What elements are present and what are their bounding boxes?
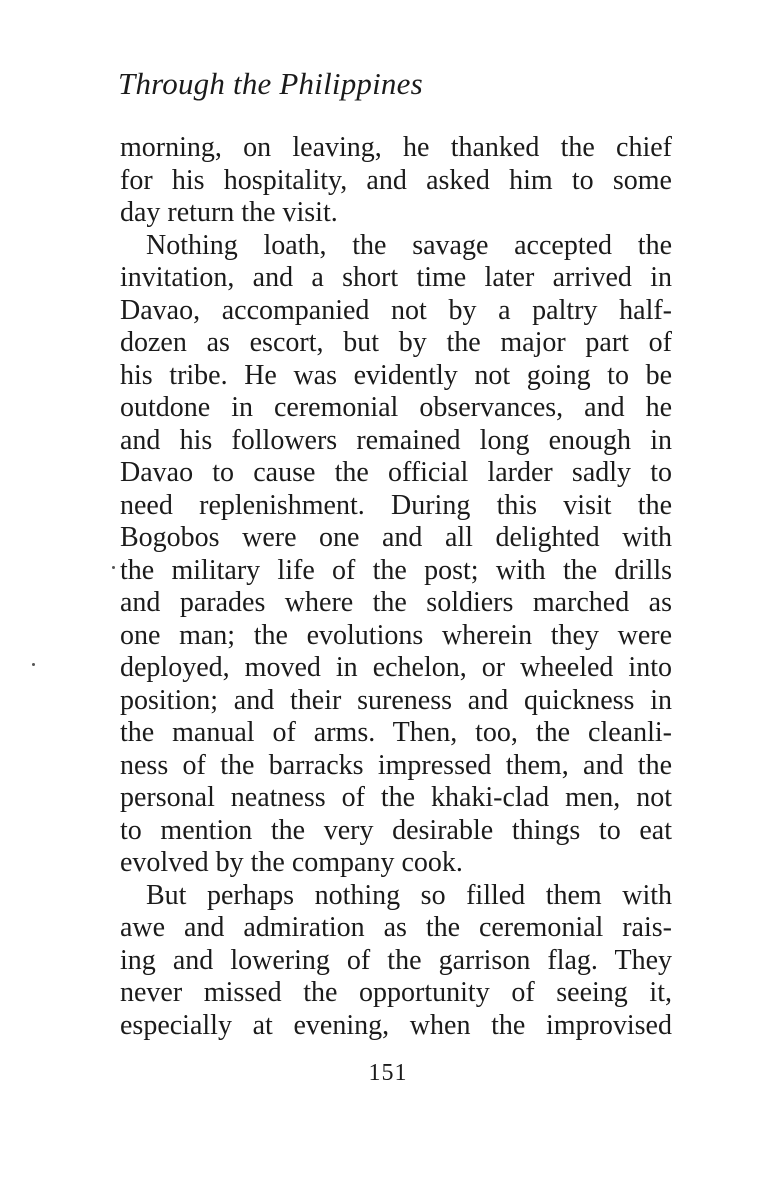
text-line: position; and their sureness and quickness in: [120, 684, 672, 716]
text-line: and parades where the soldiers marched as: [120, 587, 672, 618]
text-line: the military life of the post; with the drills: [120, 554, 672, 586]
text-line: ing and lowering of the garrison flag. They: [120, 944, 672, 976]
text-line: for his hospitality, and asked him to some: [120, 164, 672, 196]
text-line: outdone in ceremonial observances, and he: [120, 392, 672, 423]
text-line: never missed the opportunity of seeing it,: [120, 977, 672, 1008]
text-line: need replenishment. During this visit the: [120, 489, 672, 521]
text-line: day return the visit.: [120, 197, 338, 228]
text-line: deployed, moved in echelon, or wheeled into: [120, 652, 672, 683]
running-head: Through the Philippines: [118, 66, 423, 101]
text-line: Davao to cause the official larder sadly to: [120, 457, 672, 488]
text-line: morning, on leaving, he thanked the chief: [120, 132, 672, 163]
ink-speck: [112, 566, 115, 569]
ink-speck: [32, 663, 35, 666]
text-line: his tribe. He was evidently not going to be: [120, 359, 672, 391]
body-text: [120, 132, 672, 1042]
text-line: Davao, accompanied not by a paltry half-: [120, 294, 672, 326]
text-line: invitation, and a short time later arrived in: [120, 262, 672, 293]
text-line: especially at evening, when the improvised: [120, 1009, 672, 1041]
text-line: ness of the barracks impressed them, and the: [120, 749, 672, 781]
text-line: awe and admiration as the ceremonial rais-: [120, 912, 672, 943]
text-line: Nothing loath, the savage accepted the: [146, 229, 672, 261]
text-line: dozen as escort, but by the major part of: [120, 327, 672, 358]
text-line: and his followers remained long enough in: [120, 424, 672, 456]
text-line: to mention the very desirable things to eat: [120, 814, 672, 846]
page-number: 151: [368, 1060, 408, 1086]
text-line: the manual of arms. Then, too, the cleanli-: [120, 717, 672, 748]
text-line: personal neatness of the khaki-clad men, not: [120, 782, 672, 813]
text-line: evolved by the company cook.: [120, 847, 463, 878]
text-line: But perhaps nothing so filled them with: [146, 879, 672, 911]
text-line: one man; the evolutions wherein they were: [120, 619, 672, 651]
text-line: Bogobos were one and all delighted with: [120, 522, 672, 553]
